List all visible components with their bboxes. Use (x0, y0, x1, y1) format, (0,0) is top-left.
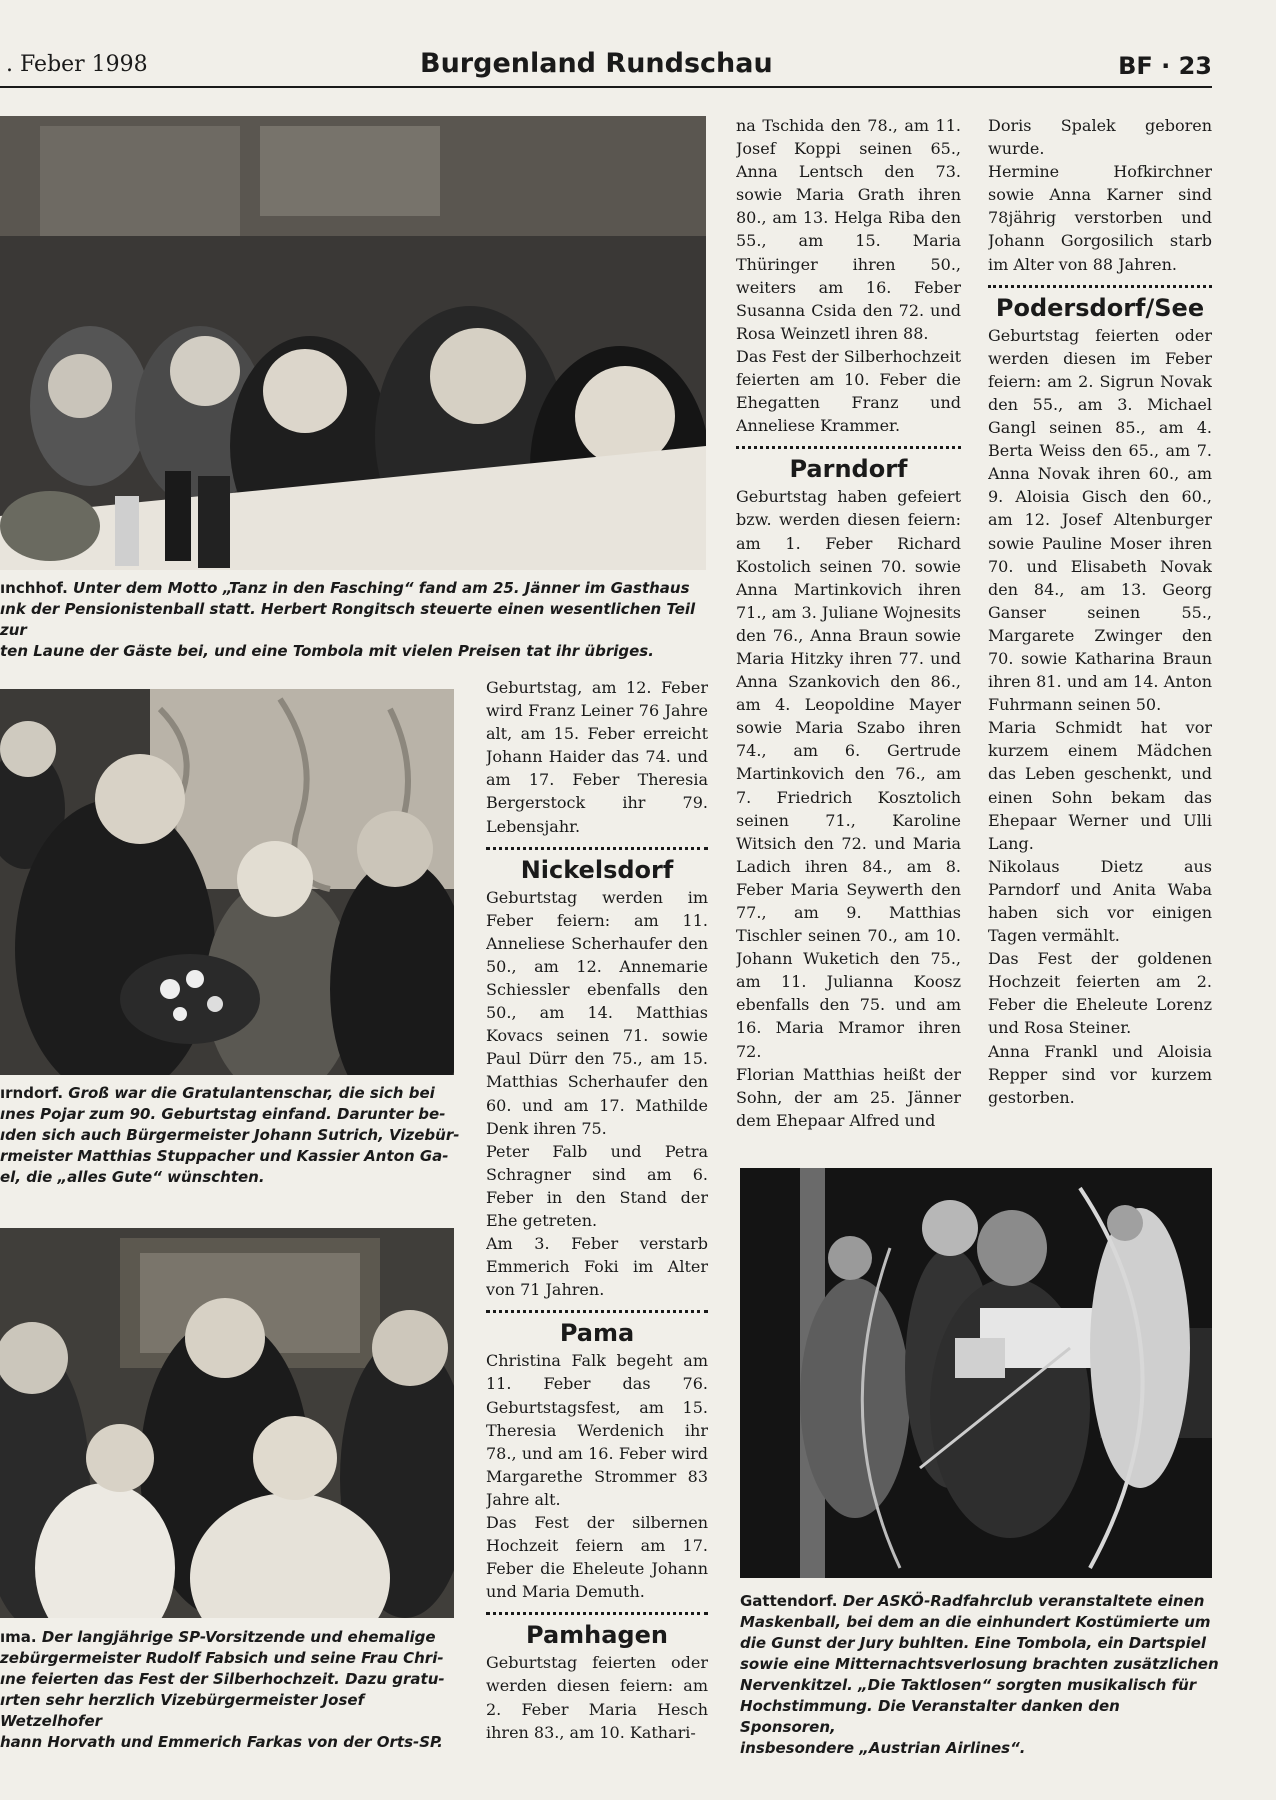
caption-line: rmeister Matthias Stuppacher und Kassier Anton Ga- (0, 1147, 449, 1165)
photo-birthday-flowers (0, 689, 454, 1075)
column-right (988, 114, 1212, 1158)
caption-line: ınes Pojar zum 90. Geburtstag einfand. Darunter be- (0, 1105, 446, 1123)
caption-line: die Gunst der Jury buhlten. Eine Tombola, ein Dartspiel (740, 1634, 1207, 1652)
article-paragraph: Geburtstag, am 12. Feber wird Franz Leiner 76 Jahre alt, am 15. Feber erreicht Johann Haider das 74. und am 17. Feber Theresia Bergerstock ihr 79. Lebensjahr. (486, 678, 708, 836)
caption-line: ıne feierten das Fest der Silberhochzeit. Dazu gratu- (0, 1670, 445, 1688)
article-paragraph: Peter Falb und Petra Schragner sind am 6. Feber in den Stand der Ehe getreten. (486, 1141, 708, 1230)
caption-lead: ırndorf. (0, 1084, 64, 1102)
photo-party-table (0, 116, 706, 570)
dotted-separator (988, 285, 1212, 288)
dotted-separator (736, 446, 961, 449)
caption-line: sowie eine Mitternachtsverlosung brachten zusätzlichen (740, 1655, 1219, 1673)
article-paragraph: Nikolaus Dietz aus Parndorf und Anita Waba haben sich vor einigen Tagen vermählt. (988, 856, 1212, 946)
newspaper-title: Burgenland Rundschau (420, 48, 773, 79)
article-paragraph: na Tschida den 78., am 11. Josef Koppi seinen 65., Anna Lentsch den 73. sowie Maria Grath ihren 80., am 13. Helga Riba den 55., am 15. Maria Thüringer ihren 50., weiters am 16. Feber Susanna Csida den 72. und Rosa Weinzetl ihren 88. (736, 116, 961, 343)
article-paragraph: Anna Frankl und Aloisia Repper sind vor kurzem gestorben. (988, 1041, 1212, 1107)
caption-line: el, die „alles Gute“ wünschten. (0, 1168, 265, 1186)
article-paragraph: Das Fest der goldenen Hochzeit feierten am 2. Feber die Eheleute Lorenz und Rosa Steiner. (988, 949, 1212, 1038)
article-paragraph: Hermine Hofkirchner sowie Anna Karner sind 78jährig verstorben und Johann Gorgosilich starb im Alter von 88 Jahren. (988, 162, 1212, 274)
caption-line: zebürgermeister Rudolf Fabsich und seine Frau Chri- (0, 1649, 444, 1667)
caption-line: Der ASKÖ-Radfahrclub veranstaltete einen (842, 1592, 1205, 1610)
article-paragraph: Am 3. Feber verstarb Emmerich Foki im Alter von 71 Jahren. (486, 1234, 708, 1300)
caption-birthday-gratulation (0, 1083, 470, 1188)
caption-pensioners-ball (0, 578, 720, 662)
caption-lead: Gattendorf. (740, 1592, 838, 1610)
article-paragraph: Florian Matthias heißt der Sohn, der am 25. Jänner dem Ehepaar Alfred und (736, 1064, 961, 1130)
page-date: . Feber 1998 (6, 52, 148, 77)
caption-line: Nervenkitzel. „Die Taktlosen“ sorgten musikalisch für (740, 1676, 1197, 1694)
caption-line: Groß war die Gratulantenschar, die sich bei (68, 1084, 435, 1102)
photo-anniversary-group (0, 1228, 454, 1618)
article-paragraph: Christina Falk begeht am 11. Feber das 76. Geburtstagsfest, am 15. Theresia Werdenich ihr 78., und am 16. Feber wird Margarethe Strommer 83 Jahre alt. (486, 1351, 708, 1509)
caption-line: Der langjährige SP-Vorsitzende und ehemalige (41, 1628, 436, 1646)
section-heading: Pama (559, 1319, 635, 1348)
article-paragraph: Geburtstag werden im Feber feiern: am 11. Anneliese Scherhaufer den 50., am 12. Annemarie Schiessler ebenfalls den 50., am 14. Matthias Kovacs seinen 71. sowie Paul Dürr den 75., am 15. Matthias Scherhaufer den 60. und am 17. Mathilde Denk ihren 75. (486, 887, 708, 1138)
header-rule (0, 86, 1212, 88)
dotted-separator (486, 1612, 708, 1615)
caption-line: hann Horvath und Emmerich Farkas von der Orts-SP. (0, 1733, 443, 1751)
section-heading: Podersdorf/See (995, 293, 1205, 322)
page-number: BF · 23 (1118, 52, 1212, 80)
section-heading: Parndorf (789, 455, 908, 484)
article-paragraph: Maria Schmidt hat vor kurzem einem Mädchen das Leben geschenkt, und einen Sohn bekam das Ehepaar Werner und Ulli Lang. (988, 718, 1212, 853)
column-left (486, 676, 708, 1800)
article-paragraph: Das Fest der Silberhochzeit feierten am 10. Feber die Ehegatten Franz und Anneliese Krammer. (736, 346, 961, 436)
caption-line: ıden sich auch Bürgermeister Johann Sutrich, Vizebür- (0, 1126, 460, 1144)
caption-silver-wedding (0, 1627, 470, 1753)
dotted-separator (486, 1310, 708, 1313)
caption-lead: ınchhof. (0, 579, 68, 597)
dotted-separator (486, 847, 708, 850)
caption-line: ten Laune der Gäste bei, und eine Tombola mit vielen Preisen tat ihr übriges. (0, 642, 654, 660)
caption-line: ınk der Pensionistenball statt. Herbert Rongitsch steuerte einen wesentlichen Teil zur (0, 600, 696, 639)
caption-line: Maskenball, bei dem an die einhundert Kostümierte um (740, 1613, 1211, 1631)
article-paragraph: Geburtstag feierten oder werden diesen feiern: am 2. Feber Maria Hesch ihren 83., am 10. Kathari- (486, 1653, 708, 1742)
caption-lead: ıma. (0, 1628, 37, 1646)
caption-line: Unter dem Motto „Tanz in den Fasching“ fand am 25. Jänner im Gasthaus (73, 579, 690, 597)
caption-masquerade-ball (740, 1591, 1220, 1759)
article-paragraph: Das Fest der silbernen Hochzeit feiern am 17. Feber die Eheleute Johann und Maria Demuth. (486, 1513, 708, 1602)
article-paragraph: Geburtstag haben gefeiert bzw. werden diesen feiern: am 1. Feber Richard Kostolich seinen 70. sowie Anna Martinkovich ihren 71., am 3. Juliane Wojnesits den 76., Anna Braun sowie Maria Hitzky ihren 77. und Anna Szankovich den 86., am 4. Leopoldine Mayer sowie Maria Szabo ihren 74., am 6. Gertrude Martinkovich den 76., am 7. Friedrich Kosztolich seinen 71., Karoline Witsich den 72. und Maria Ladich ihren 84., am 8. Feber Maria Seywerth den 77., am 9. Matthias Tischler seinen 70., am 10. Johann Wuketich den 75., am 11. Julianna Koosz ebenfalls den 75. und am 16. Maria Mramor ihren 72. (736, 487, 961, 1061)
photo-masquerade-archery (740, 1168, 1212, 1578)
caption-line: ırten sehr herzlich Vizebürgermeister Josef Wetzelhofer (0, 1691, 365, 1730)
article-paragraph: Doris Spalek geboren wurde. (988, 116, 1212, 159)
column-middle (736, 114, 961, 1158)
section-heading: Nickelsdorf (520, 855, 674, 884)
section-heading: Pamhagen (526, 1621, 668, 1650)
caption-line: Hochstimmung. Die Veranstalter danken den Sponsoren, (740, 1697, 1120, 1736)
article-paragraph: Geburtstag feierten oder werden diesen im Feber feiern: am 2. Sigrun Novak den 55., am 3. Michael Gangl seinen 85., am 4. Berta Weiss den 65., am 7. Anna Novak ihren 60., am 9. Aloisia Gisch den 60., am 12. Josef Altenburger sowie Pauline Moser ihren 70. und Elisabeth Novak den 84., am 13. Georg Ganser seinen 55., Margarete Zwinger den 70. sowie Katharina Braun ihren 81. und am 14. Anton Fuhrmann seinen 50. (988, 325, 1212, 715)
caption-line: insbesondere „Austrian Airlines“. (740, 1739, 1026, 1757)
